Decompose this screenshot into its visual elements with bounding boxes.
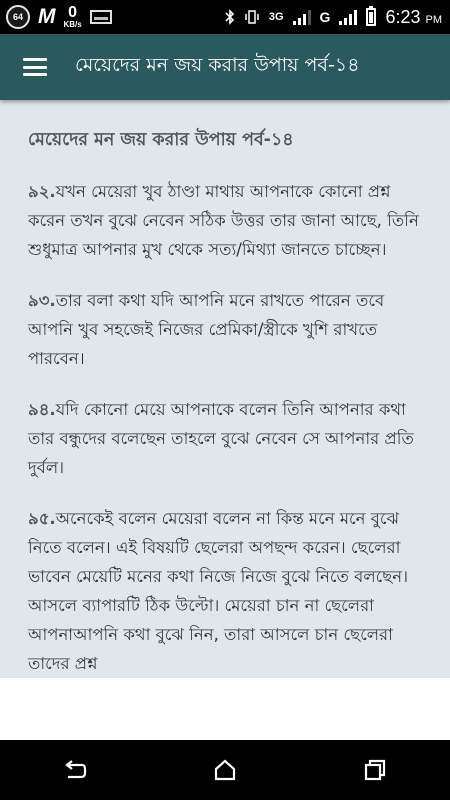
signal-icon-2 xyxy=(339,10,357,25)
article-paragraph xyxy=(28,286,426,373)
back-button[interactable] xyxy=(45,740,105,800)
home-icon xyxy=(212,757,238,783)
home-button[interactable] xyxy=(195,740,255,800)
article-content[interactable] xyxy=(0,100,450,678)
battery-icon xyxy=(366,8,376,26)
paragraph-text: যদি কোনো মেয়ে আপনাকে বলেন তিনি আপনার কথা তার বন্ধুদের বলেছেন তাহলে বুঝে নেবেন সে আপনার প্রতি দুর্বল। xyxy=(28,400,414,477)
status-bar xyxy=(0,0,450,34)
back-icon xyxy=(62,757,88,783)
net-speed xyxy=(64,5,82,29)
paragraph-text: যখন মেয়েরা খুব ঠাণ্ডা মাথায় আপনাকে কোনো প্রশ্ন করেন তখন বুঝে নেবেন সঠিক উত্তর তার জানা আছে, তিনি শুধুমাত্র আপনার মুখ থেকে সত্য/মিথ্যা জানতে চাচ্ছেন। xyxy=(28,182,419,259)
navigation-bar xyxy=(0,740,450,800)
clock-time: 6:23 xyxy=(385,6,421,27)
vibrate-icon xyxy=(244,9,260,25)
bluetooth-icon xyxy=(225,9,235,25)
network-g-label: G xyxy=(319,9,331,25)
article-paragraph xyxy=(28,177,426,264)
paragraph-text: তার বলা কথা যদি আপনি মনে রাখতে পারেন তবে আপনি খুব সহজেই নিজের প্রেমিকা/স্ত্রীকে খুশি রাখতে পারবেন। xyxy=(28,291,385,368)
badge-64-icon: 64 xyxy=(6,5,30,29)
hamburger-menu-icon[interactable] xyxy=(23,58,47,76)
app-title: মেয়েদের মন জয় করার উপায় পর্ব-১৪ xyxy=(75,54,360,76)
clock xyxy=(385,7,442,28)
network-3g-label: 3G xyxy=(268,11,284,23)
app-bar xyxy=(0,34,450,100)
article-heading: মেয়েদের মন জয় করার উপায় পর্ব-১৪ xyxy=(28,130,294,150)
article-paragraph xyxy=(28,395,426,482)
recents-icon xyxy=(362,757,388,783)
gallery-icon xyxy=(90,10,112,24)
paragraph-text: অনেকেই বলেন মেয়েরা বলেন না কিন্ত মনে মনে বুঝে নিতে বলেন। এই বিষয়টি ছেলেরা অপছন্দ করেন। ছেলেরা ভাবেন মেয়েটি মনের কথা নিজে নিজে বুঝে নিতে বলছেন। আসলে ব্যাপারটি ঠিক উল্টো। মেয়েরা চান না ছেলেরা আপনাআপনি কথা বুঝে নিন, তারা আসলে চান ছেলেরা তাদের প্রশ্ন xyxy=(28,509,409,673)
paragraph-number: ৯৪. xyxy=(28,400,56,419)
ad-banner-area xyxy=(0,678,450,740)
article-paragraph xyxy=(28,504,426,678)
paragraph-number: ৯৩. xyxy=(28,291,56,310)
net-speed-value: 0 xyxy=(68,4,78,21)
m-logo-icon: M xyxy=(38,5,56,28)
paragraph-number: ৯২. xyxy=(28,182,56,201)
clock-ampm: PM xyxy=(425,13,442,26)
signal-icon xyxy=(293,10,311,25)
paragraph-number: ৯৫. xyxy=(28,509,56,528)
recents-button[interactable] xyxy=(345,740,405,800)
net-speed-unit: KB/s xyxy=(63,20,82,29)
